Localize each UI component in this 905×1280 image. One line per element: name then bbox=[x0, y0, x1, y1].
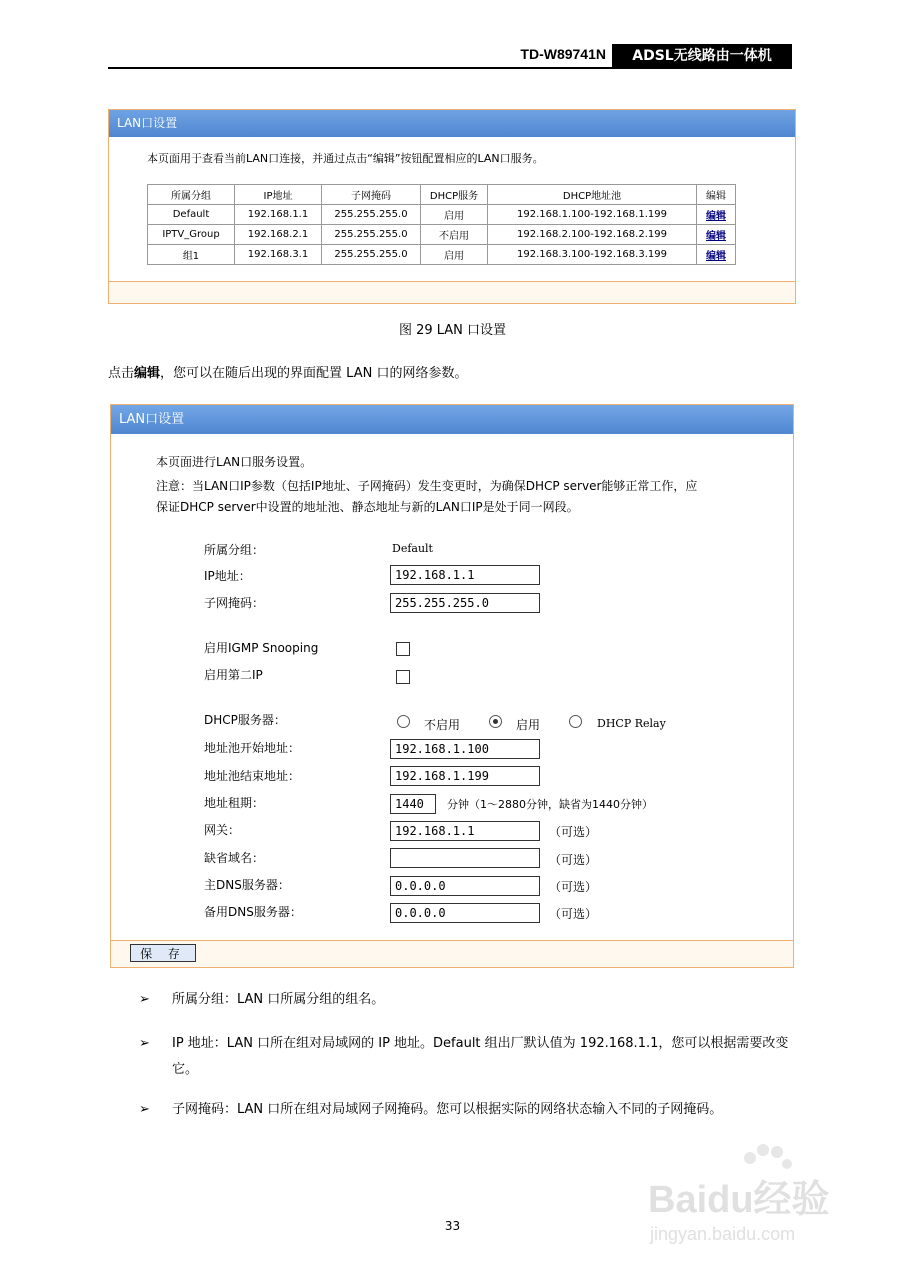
cell-group: Default bbox=[148, 205, 235, 225]
igmp-label: 启用IGMP Snooping bbox=[204, 641, 319, 655]
group-label: 所属分组： bbox=[204, 543, 265, 557]
panel-title: LAN口设置 bbox=[111, 405, 793, 434]
dns1-input[interactable]: 0.0.0.0 bbox=[390, 876, 540, 896]
intro-bold: 编辑 bbox=[134, 366, 161, 381]
col-group: 所属分组 bbox=[148, 185, 235, 205]
dns1-optional: （可选） bbox=[549, 880, 598, 894]
settings-description: 本页面进行LAN口服务设置。 bbox=[156, 455, 313, 469]
intro-prefix: 点击 bbox=[108, 366, 135, 381]
ip-input[interactable]: 192.168.1.1 bbox=[390, 565, 540, 585]
watermark-url: jingyan.baidu.com bbox=[650, 1224, 796, 1244]
lan-table bbox=[147, 184, 736, 265]
bullet-icon: ➢ bbox=[139, 1102, 150, 1117]
panel-description: 本页面用于查看当前LAN口连接，并通过点击“编辑”按钮配置相应的LAN口服务。 bbox=[147, 152, 544, 165]
cell-ip: 192.168.3.1 bbox=[235, 245, 322, 265]
edit-link[interactable]: 编辑 bbox=[706, 231, 726, 242]
lan-settings-panel bbox=[110, 404, 794, 968]
col-edit: 编辑 bbox=[697, 185, 736, 205]
cell-group: IPTV_Group bbox=[148, 225, 235, 245]
cell-dhcp: 启用 bbox=[421, 205, 488, 225]
pool-start-label: 地址池开始地址： bbox=[204, 741, 301, 755]
lease-label: 地址租期： bbox=[204, 796, 265, 810]
mask-input[interactable]: 255.255.255.0 bbox=[390, 593, 540, 613]
second-ip-label: 启用第二IP bbox=[204, 668, 263, 682]
dhcp-enable-radio[interactable] bbox=[489, 715, 502, 728]
gateway-optional: （可选） bbox=[549, 825, 598, 839]
col-ip: IP地址 bbox=[235, 185, 322, 205]
dhcp-relay-label: DHCP Relay bbox=[597, 717, 666, 730]
second-ip-checkbox[interactable] bbox=[396, 670, 410, 684]
table-header-row bbox=[148, 185, 736, 205]
bullet-text: 子网掩码：LAN 口所在组对局域网子网掩码。您可以根据实际的网络状态输入不同的子网掩码。 bbox=[172, 1102, 723, 1117]
panel-footer bbox=[111, 940, 793, 967]
bullet-text: 所属分组：LAN 口所属分组的组名。 bbox=[172, 992, 385, 1007]
mask-label: 子网掩码： bbox=[204, 596, 265, 610]
dns2-label: 备用DNS服务器： bbox=[204, 905, 302, 919]
lan-overview-panel bbox=[108, 109, 796, 304]
cell-mask: 255.255.255.0 bbox=[322, 245, 421, 265]
domain-input[interactable] bbox=[390, 848, 540, 868]
dns2-input[interactable]: 0.0.0.0 bbox=[390, 903, 540, 923]
pool-start-input[interactable]: 192.168.1.100 bbox=[390, 739, 540, 759]
edit-link[interactable]: 编辑 bbox=[706, 251, 726, 262]
pool-end-input[interactable]: 192.168.1.199 bbox=[390, 766, 540, 786]
dhcp-disable-radio[interactable] bbox=[397, 715, 410, 728]
cell-ip: 192.168.1.1 bbox=[235, 205, 322, 225]
header-rule bbox=[108, 67, 792, 69]
table-row bbox=[148, 245, 736, 265]
lease-input[interactable]: 1440 bbox=[390, 794, 436, 814]
intro-suffix: ，您可以在随后出现的界面配置 LAN 口的网络参数。 bbox=[160, 366, 468, 381]
col-mask: 子网掩码 bbox=[322, 185, 421, 205]
cell-pool: 192.168.2.100-192.168.2.199 bbox=[488, 225, 697, 245]
ip-label: IP地址： bbox=[204, 569, 251, 583]
bullet-text: IP 地址：LAN 口所在组对局域网的 IP 地址。Default 组出厂默认值为 192.168.1.1，您可以根据需要改变它。 bbox=[172, 1036, 789, 1077]
cell-group: 组1 bbox=[148, 245, 235, 265]
cell-ip: 192.168.2.1 bbox=[235, 225, 322, 245]
edit-link[interactable]: 编辑 bbox=[706, 211, 726, 222]
dhcp-enable-label: 启用 bbox=[516, 718, 541, 732]
bullet-icon: ➢ bbox=[139, 992, 150, 1007]
dhcp-relay-radio[interactable] bbox=[569, 715, 582, 728]
dns1-label: 主DNS服务器： bbox=[204, 878, 290, 892]
group-value: Default bbox=[392, 542, 433, 555]
col-pool: DHCP地址池 bbox=[488, 185, 697, 205]
cell-dhcp: 不启用 bbox=[421, 225, 488, 245]
save-button[interactable]: 保 存 bbox=[130, 944, 196, 962]
table-row bbox=[148, 225, 736, 245]
settings-note-line2: 保证DHCP server中设置的地址池、静态地址与新的LAN口IP是处于同一网段。 bbox=[156, 500, 579, 514]
lease-hint: 分钟（1～2880分钟，缺省为1440分钟） bbox=[447, 798, 653, 811]
domain-optional: （可选） bbox=[549, 853, 598, 867]
panel-footer bbox=[109, 281, 795, 303]
dhcp-label: DHCP服务器： bbox=[204, 713, 286, 727]
panel-title: LAN口设置 bbox=[109, 110, 795, 137]
pool-end-label: 地址池结束地址： bbox=[204, 769, 301, 783]
settings-note-line1: 注意：当LAN口IP参数（包括IP地址、子网掩码）发生变更时，为确保DHCP server能够正常工作，应 bbox=[156, 479, 698, 493]
product-name: ADSL无线路由一体机 bbox=[612, 44, 792, 68]
cell-mask: 255.255.255.0 bbox=[322, 225, 421, 245]
page-header bbox=[108, 44, 792, 68]
watermark-logo: Baidu经验 bbox=[648, 1179, 830, 1221]
table-row bbox=[148, 205, 736, 225]
gateway-label: 网关： bbox=[204, 823, 241, 837]
cell-pool: 192.168.1.100-192.168.1.199 bbox=[488, 205, 697, 225]
cell-mask: 255.255.255.0 bbox=[322, 205, 421, 225]
domain-label: 缺省域名： bbox=[204, 851, 265, 865]
intro-paragraph bbox=[108, 362, 467, 381]
dns2-optional: （可选） bbox=[549, 907, 598, 921]
gateway-input[interactable]: 192.168.1.1 bbox=[390, 821, 540, 841]
baidu-watermark bbox=[640, 1140, 870, 1270]
bullet-icon: ➢ bbox=[139, 1036, 150, 1051]
figure-caption: 图 29 LAN 口设置 bbox=[398, 323, 507, 338]
igmp-checkbox[interactable] bbox=[396, 642, 410, 656]
cell-pool: 192.168.3.100-192.168.3.199 bbox=[488, 245, 697, 265]
model-name: TD-W89741N bbox=[520, 46, 606, 62]
cell-dhcp: 启用 bbox=[421, 245, 488, 265]
dhcp-disable-label: 不启用 bbox=[424, 718, 461, 732]
page-number: 33 bbox=[444, 1219, 461, 1233]
col-dhcp: DHCP服务 bbox=[421, 185, 488, 205]
